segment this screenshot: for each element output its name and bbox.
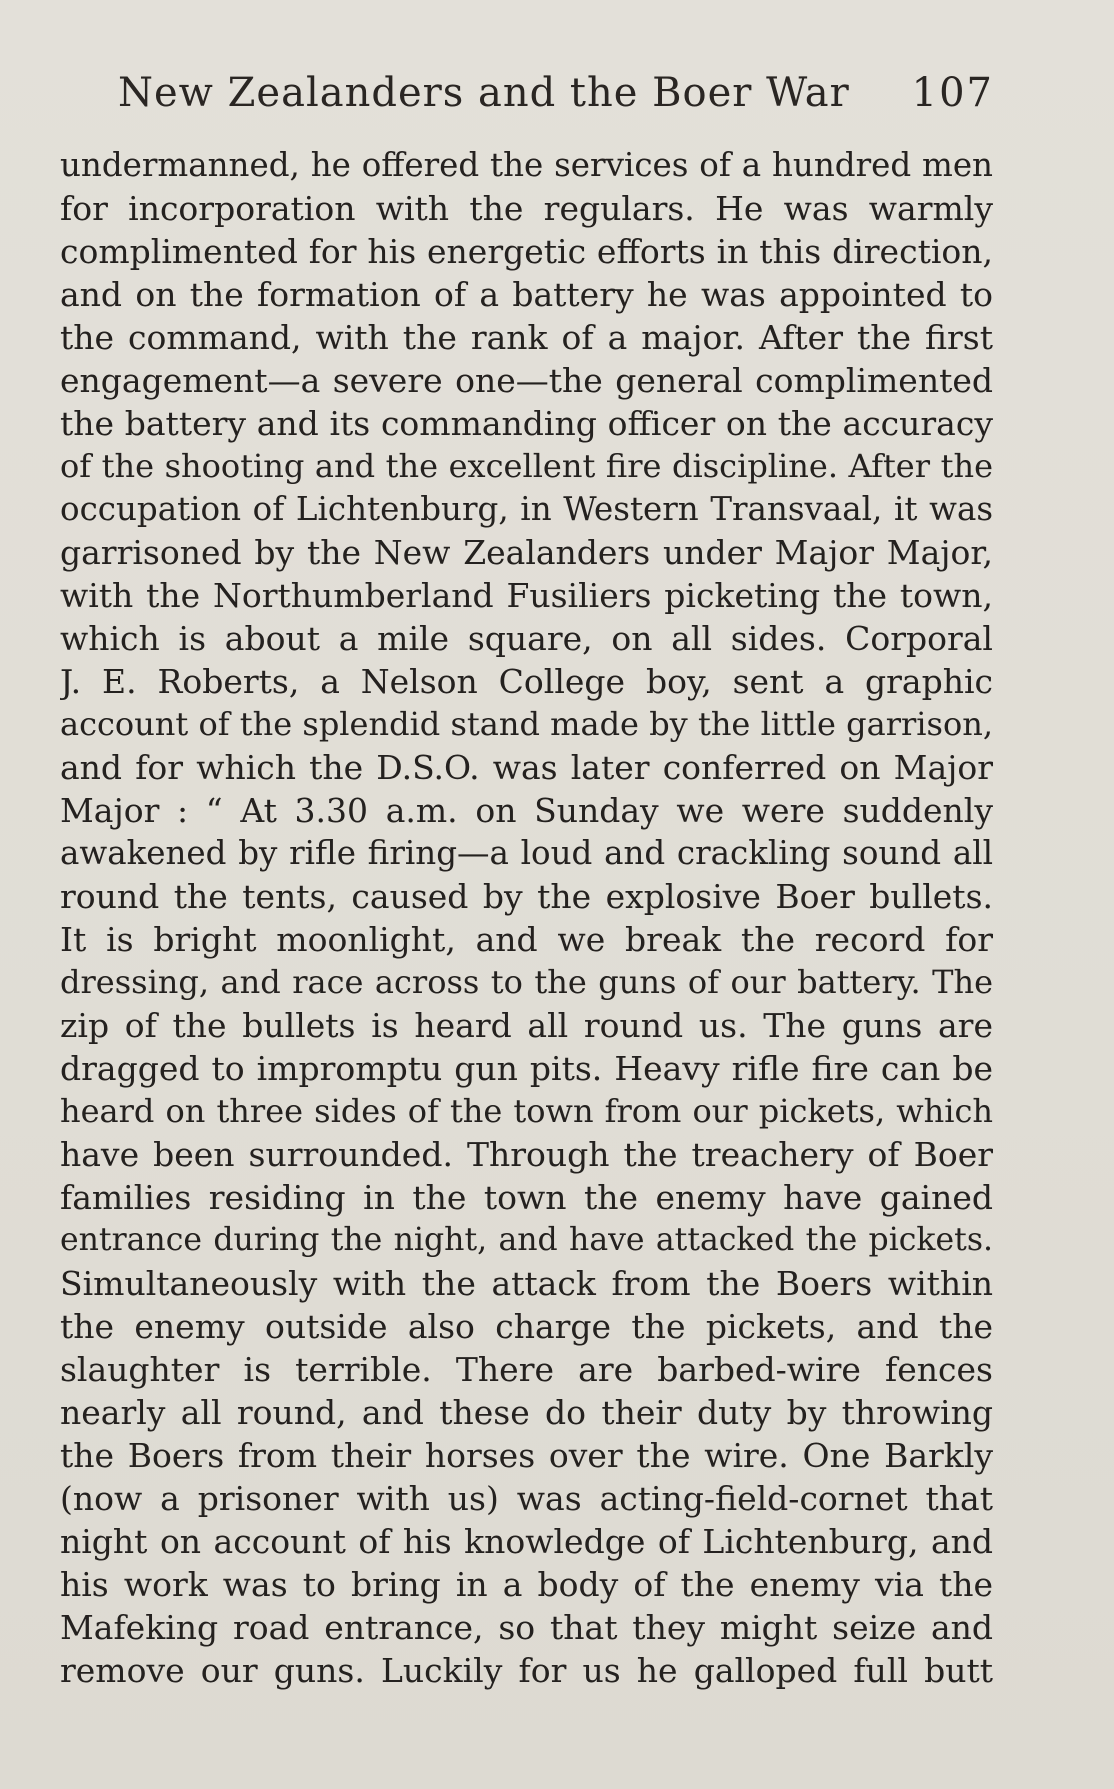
text-line: awakened by rifle firing—a loud and crackling sound all [60, 834, 993, 872]
text-line: occupation of Lichtenburg, in Western Transvaal, it was [60, 490, 993, 528]
text-line: account of the splendid stand made by the little garrison, [60, 705, 993, 743]
text-line: slaughter is terrible. There are barbed-wire fences [60, 1350, 993, 1389]
body-text [60, 144, 993, 1692]
text-line: round the tents, caused by the explosive Boer bullets. [60, 877, 993, 916]
text-line: It is bright moonlight, and we break the record for [60, 920, 993, 959]
text-line: undermanned, he offered the services of a hundred men [60, 146, 993, 184]
text-line: families residing in the town the enemy have gained [60, 1178, 993, 1217]
text-line: and for which the D.S.O. was later conferred on Major [60, 748, 993, 787]
text-line: heard on three sides of the town from our pickets, which [60, 1092, 993, 1130]
text-line: (now a prisoner with us) was acting-field-cornet that [60, 1479, 993, 1518]
text-line: the battery and its commanding officer on the accuracy [60, 404, 993, 443]
text-line: dressing, and race across to the guns of our battery. The [60, 963, 993, 1001]
running-header [118, 70, 994, 130]
text-line: zip of the bullets is heard all round us. The guns are [60, 1006, 993, 1045]
text-line: nearly all round, and these do their duty by throwing [60, 1393, 993, 1432]
text-line: have been surrounded. Through the treachery of Boer [60, 1135, 993, 1174]
text-line: night on account of his knowledge of Lichtenburg, and [60, 1522, 993, 1561]
text-line: J. E. Roberts, a Nelson College boy, sent a graphic [60, 662, 993, 701]
text-line: Mafeking road entrance, so that they might seize and [60, 1608, 993, 1647]
text-line: garrisoned by the New Zealanders under Major Major, [60, 533, 993, 572]
running-title: New Zealanders and the Boer War [118, 70, 850, 116]
text-line: his work was to bring in a body of the enemy via the [60, 1565, 993, 1604]
text-line: entrance during the night, and have attacked the pickets. [60, 1222, 993, 1258]
text-line: dragged to impromptu gun pits. Heavy rifle fire can be [60, 1049, 993, 1088]
text-line: engagement—a severe one—the general complimented [60, 361, 993, 400]
text-line: for incorporation with the regulars. He was warmly [60, 189, 993, 228]
text-line: the Boers from their horses over the wire. One Barkly [60, 1436, 993, 1475]
text-line: the enemy outside also charge the pickets, and the [60, 1307, 993, 1346]
text-line: remove our guns. Luckily for us he galloped full butt [60, 1651, 993, 1690]
text-line: Simultaneously with the attack from the Boers within [60, 1264, 993, 1303]
text-line: the command, with the rank of a major. After the first [60, 318, 993, 357]
text-line: and on the formation of a battery he was appointed to [60, 275, 993, 314]
text-line: complimented for his energetic efforts in this direction, [60, 232, 993, 271]
text-line: with the Northumberland Fusiliers picketing the town, [60, 576, 993, 615]
text-line: which is about a mile square, on all sides. Corporal [60, 619, 993, 658]
text-line: Major : “ At 3.30 a.m. on Sunday we were suddenly [60, 791, 993, 830]
page-number: 107 [911, 70, 994, 116]
text-line: of the shooting and the excellent fire discipline. After the [60, 447, 993, 485]
